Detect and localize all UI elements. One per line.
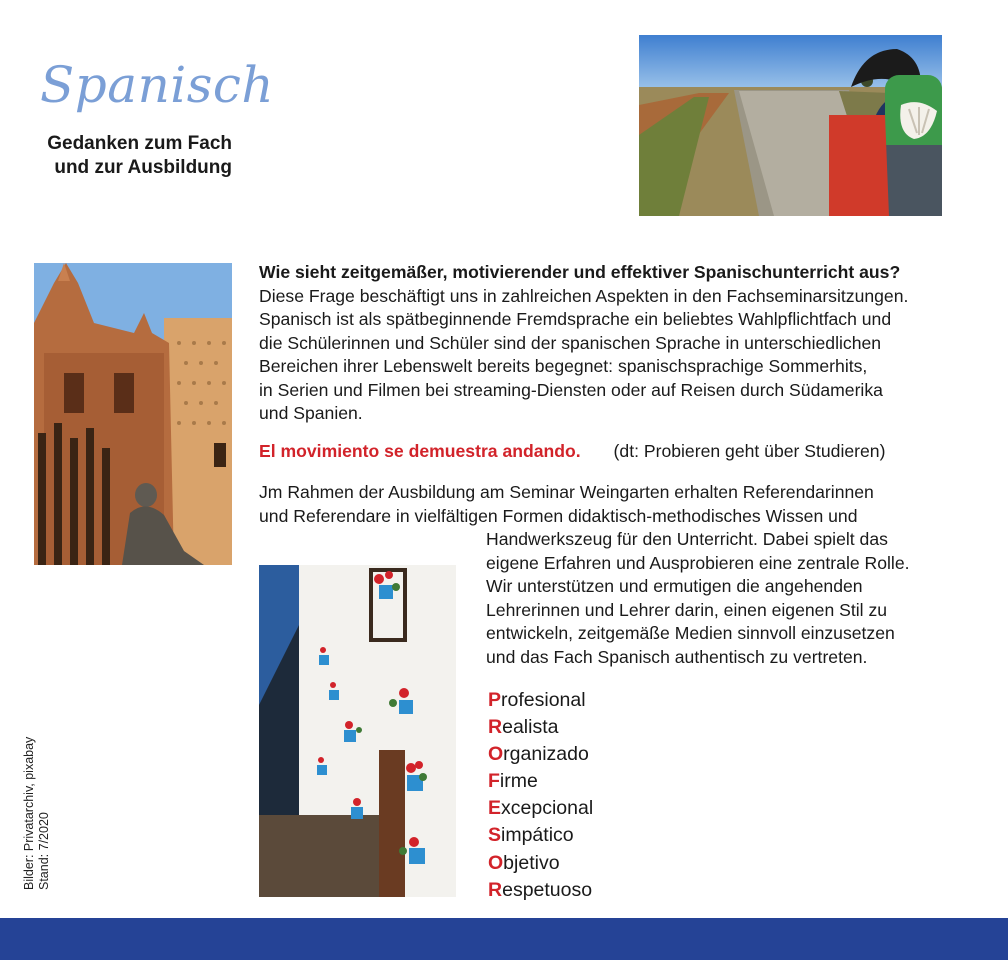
acrostic-item [488, 741, 593, 768]
acrostic-rest: rofesional [501, 689, 586, 711]
training-line: Lehrerinnen und Lehrer darin, einen eigenen Stil zu [486, 599, 888, 620]
acrostic-rest: rganizado [503, 743, 589, 766]
acrostic-initial: R [488, 716, 503, 739]
acrostic-rest: impático [501, 824, 574, 847]
motto-german: (dt: Probieren geht über Studieren) [613, 441, 886, 461]
stand-date: Bilder: Privatarchiv, pixabay [22, 736, 36, 890]
acrostic-rest: bjetivo [503, 851, 560, 874]
motto-spanish: El movimiento se demuestra andando. [259, 441, 581, 461]
acrostic-initial: R [488, 878, 503, 901]
page-title: Spanisch [40, 56, 275, 114]
acrostic-item [488, 768, 593, 795]
subtitle-line: und zur Ausbildung [54, 157, 232, 178]
page-subtitle [30, 132, 232, 180]
motto [259, 441, 885, 462]
subtitle-line: Gedanken zum Fach [47, 133, 232, 154]
intro-line: Spanisch ist als spätbeginnende Fremdsprache ein beliebtes Wahlpflichtfach und [259, 309, 892, 329]
acrostic-initial: E [488, 797, 502, 820]
acrostic-rest: irme [499, 770, 538, 793]
intro-question: Wie sieht zeitgemäßer, motivierender und effektiver Spanischunterricht aus? [259, 262, 901, 282]
acrostic-item [488, 687, 593, 714]
training-paragraph-narrow [486, 528, 966, 669]
acrostic-rest: espetuoso [502, 878, 593, 901]
footer-bar [0, 918, 1008, 960]
training-line: und das Fach Spanisch authentisch zu vertreten. [486, 646, 868, 667]
acrostic-item [488, 714, 593, 741]
acrostic-rest: ealista [502, 716, 559, 739]
training-line: Wir unterstützen und ermutigen die angehenden [486, 576, 863, 596]
acrostic-initial: P [488, 689, 502, 711]
training-line: entwickeln, zeitgemäße Medien sinnvoll einzusetzen [486, 623, 895, 643]
training-line: Jm Rahmen der Ausbildung am Seminar Weingarten erhalten Referendarinnen [259, 482, 874, 502]
cordoba-flowerpots-photo [259, 565, 456, 897]
intro-line: Diese Frage beschäftigt uns in zahlreichen Aspekten in den Fachseminarsitzungen. [259, 285, 909, 306]
acrostic-item [488, 795, 593, 822]
acrostic-initial: S [488, 824, 502, 847]
acrostic-item [488, 850, 593, 877]
intro-line: und Spanien. [259, 403, 363, 423]
profesor-acrostic [488, 687, 593, 904]
training-line: Handwerkszeug für den Unterricht. Dabei spielt das [486, 529, 888, 549]
acrostic-initial: O [488, 743, 504, 766]
salamanca-cathedral-photo [34, 263, 232, 565]
credits-stand: Stand: 7/2020 [37, 812, 51, 890]
acrostic-initial: F [488, 770, 500, 793]
acrostic-item [488, 877, 593, 904]
camino-pilgrim-photo [639, 35, 942, 216]
intro-line: in Serien und Filmen bei streaming-Diensten oder auf Reisen durch Südamerika [259, 379, 883, 400]
intro-paragraph [259, 261, 999, 426]
image-credits [22, 737, 52, 890]
intro-line: Bereichen ihrer Lebenswelt bereits begegnet: spanischsprachige Sommerhits, [259, 356, 868, 376]
intro-line: die Schülerinnen und Schüler sind der spanischen Sprache in unterschiedlichen [259, 332, 882, 353]
acrostic-item [488, 822, 593, 849]
training-line: eigene Erfahren und Ausprobieren eine zentrale Rolle. [486, 552, 910, 573]
training-paragraph-wide [259, 481, 959, 528]
acrostic-initial: O [488, 851, 504, 874]
acrostic-rest: xcepcional [501, 797, 594, 820]
training-line: und Referendare in vielfältigen Formen didaktisch-methodisches Wissen und [259, 505, 858, 526]
